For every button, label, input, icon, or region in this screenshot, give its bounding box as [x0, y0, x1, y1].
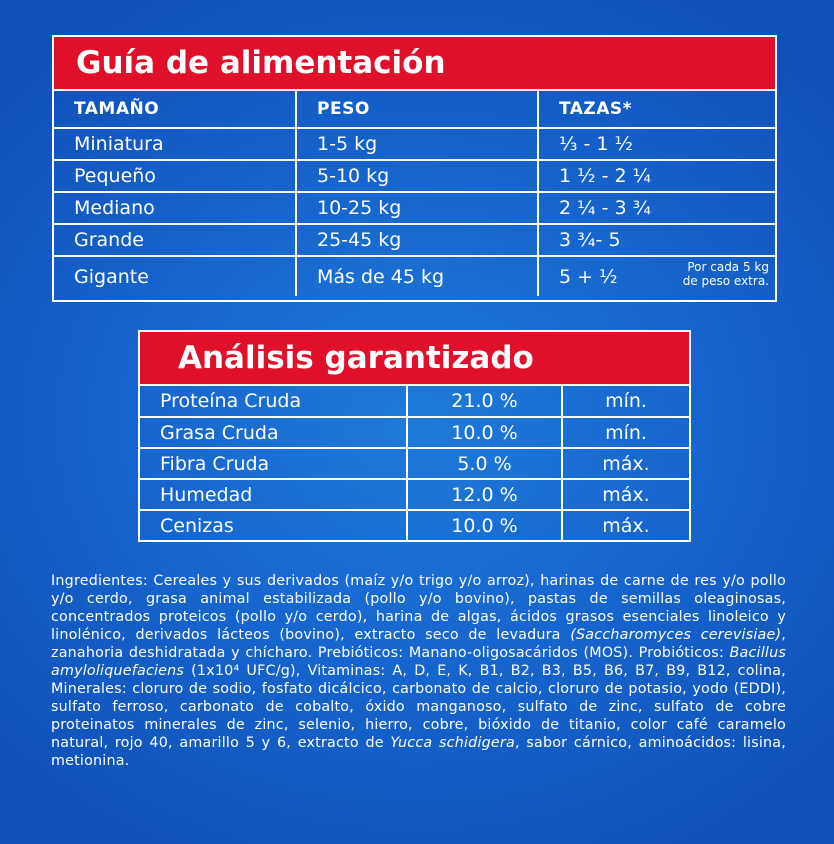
- cups-cell-with-note: [538, 256, 775, 296]
- cups-cell: 3 ¾- 5: [538, 224, 775, 256]
- table-row: [140, 510, 689, 541]
- table-row: [140, 479, 689, 510]
- limit-cell: máx.: [562, 448, 689, 479]
- limit-cell: máx.: [562, 510, 689, 541]
- size-cell: Grande: [54, 224, 296, 256]
- nutrient-cell: Fibra Cruda: [140, 448, 407, 479]
- value-cell: 10.0 %: [407, 417, 562, 448]
- cups-cell: 1 ½ - 2 ¼: [538, 160, 775, 192]
- nutrient-cell: Humedad: [140, 479, 407, 510]
- weight-cell: Más de 45 kg: [296, 256, 538, 296]
- table-row: [54, 256, 775, 296]
- value-cell: 12.0 %: [407, 479, 562, 510]
- value-cell: 5.0 %: [407, 448, 562, 479]
- size-cell: Gigante: [54, 256, 296, 296]
- nutrient-cell: Grasa Cruda: [140, 417, 407, 448]
- header-cups: TAZAS*: [538, 91, 775, 128]
- value-cell: 21.0 %: [407, 386, 562, 417]
- table-row: [54, 192, 775, 224]
- feeding-guide-title: Guía de alimentación: [54, 37, 775, 91]
- header-size: TAMAÑO: [54, 91, 296, 128]
- nutrient-cell: Proteína Cruda: [140, 386, 407, 417]
- table-row: [140, 448, 689, 479]
- note-line-2: de peso extra.: [682, 274, 769, 288]
- table-row: [54, 128, 775, 160]
- size-cell: Pequeño: [54, 160, 296, 192]
- size-cell: Mediano: [54, 192, 296, 224]
- ingredients-italic-1: (Saccharomyces cerevisiae): [570, 627, 782, 643]
- cups-value: 5 + ½: [559, 265, 618, 288]
- ingredients-italic-3: Yucca schidigera: [390, 735, 515, 751]
- weight-cell: 10-25 kg: [296, 192, 538, 224]
- table-row: [140, 386, 689, 417]
- extra-weight-note: [683, 260, 769, 288]
- limit-cell: mín.: [562, 386, 689, 417]
- weight-cell: 5-10 kg: [296, 160, 538, 192]
- analysis-table: [140, 386, 689, 541]
- ingredients-italic-2: Bacillus amyloliquefaciens: [51, 645, 786, 679]
- cups-cell: ⅓ - 1 ½: [538, 128, 775, 160]
- ingredients-text: [51, 572, 786, 770]
- header-weight: PESO: [296, 91, 538, 128]
- nutrient-cell: Cenizas: [140, 510, 407, 541]
- note-line-1: Por cada 5 kg: [687, 260, 769, 274]
- table-row: [54, 224, 775, 256]
- ingredients-part-1: Ingredientes: Cereales y sus derivados (maíz y/o trigo y/o arroz), harinas de carne de res y/o pollo y/o cerdo, grasa animal estabilizada (pollo y/o bovino), pastas de semillas oleaginosas, concentrados proteicos (pollo y/o cerdo), harina de algas, ácidos grasos esenciales linoleico y linolénico, derivados lácteos (bovino), extracto seco de levadura: [51, 573, 786, 643]
- guaranteed-analysis-panel: [138, 330, 691, 542]
- cups-cell: 2 ¼ - 3 ¾: [538, 192, 775, 224]
- ingredients-part-2: , zanahoria deshidratada y chícharo. Prebióticos: Manano-oligosacáridos (MOS). Probióticos:: [51, 627, 786, 661]
- table-header-row: [54, 91, 775, 128]
- feeding-guide-table: [54, 91, 775, 296]
- size-cell: Miniatura: [54, 128, 296, 160]
- table-row: [140, 417, 689, 448]
- weight-cell: 25-45 kg: [296, 224, 538, 256]
- limit-cell: máx.: [562, 479, 689, 510]
- value-cell: 10.0 %: [407, 510, 562, 541]
- ingredients-part-4: , sabor cárnico, aminoácidos: lisina, metionina.: [51, 735, 786, 769]
- feeding-guide-panel: [52, 35, 777, 302]
- limit-cell: mín.: [562, 417, 689, 448]
- analysis-title: Análisis garantizado: [140, 332, 689, 386]
- table-row: [54, 160, 775, 192]
- ingredients-part-3: (1x10⁴ UFC/g), Vitaminas: A, D, E, K, B1, B2, B3, B5, B6, B7, B9, B12, colina, Minerales: cloruro de sodio, fosfato dicálcico, carbonato de calcio, cloruro de potasio, yodo (EDDI), sulfato ferroso, carbonato de cobalto, óxido manganoso, sulfato de zinc, sulfato de cobre proteinatos minerales de zinc, selenio, hierro, cobre, bióxido de titanio, color café caramelo natural, rojo 40, amarillo 5 y 6, extracto de: [51, 663, 786, 751]
- weight-cell: 1-5 kg: [296, 128, 538, 160]
